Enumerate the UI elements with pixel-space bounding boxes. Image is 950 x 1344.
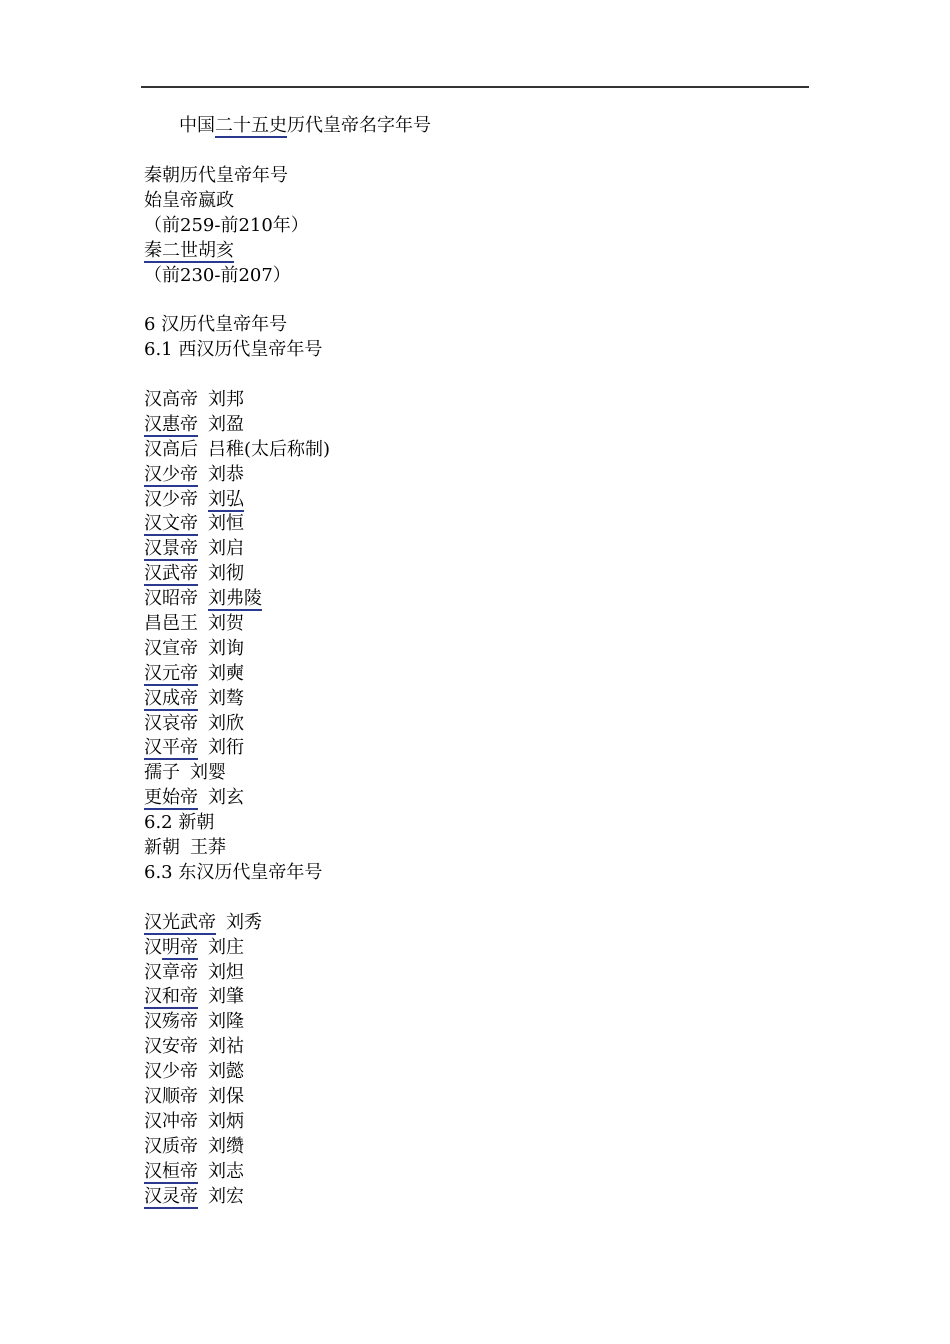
emperor-title-link[interactable]: 汉文帝 — [144, 513, 198, 535]
emperor-title-link[interactable]: 汉和帝 — [144, 986, 198, 1008]
emperor-name: 刘缵 — [208, 1135, 244, 1157]
emperor-title-link[interactable]: 汉少帝 — [144, 463, 198, 485]
emperor-title: 新朝 — [144, 837, 180, 859]
blank-line — [144, 288, 784, 313]
emperor-title: 汉殇帝 — [144, 1011, 198, 1033]
emperor-name: 刘秀 — [226, 911, 262, 933]
emperor-name: 刘邦 — [208, 389, 244, 411]
emperor-row — [144, 1135, 784, 1160]
emperor-row — [144, 562, 784, 587]
emperor-name: 刘庄 — [208, 936, 244, 958]
emperor-row — [144, 413, 784, 438]
emperor-name: 刘骜 — [208, 687, 244, 709]
emperor-title: 汉昭帝 — [144, 588, 198, 610]
emperor-title-link[interactable]: 汉灵帝 — [144, 1185, 198, 1207]
emperor-title: 汉安帝 — [144, 1036, 198, 1058]
emperor-title-link[interactable]: 汉元帝 — [144, 662, 198, 684]
emperor-row — [144, 587, 784, 612]
xin-heading: 6.2 新朝 — [144, 812, 215, 834]
emperor-name: 刘婴 — [190, 762, 226, 784]
emperor-name: 刘隆 — [208, 1011, 244, 1033]
qin-emperor-1-years: （前259-前210年） — [144, 214, 309, 236]
emperor-row — [144, 687, 784, 712]
emperor-row — [144, 761, 784, 786]
emperor-title-link[interactable]: 汉平帝 — [144, 737, 198, 759]
emperor-row — [144, 936, 784, 961]
emperor-row — [144, 512, 784, 537]
emperor-row — [144, 488, 784, 513]
emperor-row — [144, 1060, 784, 1085]
emperor-title: 孺子 — [144, 762, 180, 784]
emperor-title: 汉章帝 — [144, 961, 198, 983]
emperor-name: 刘奭 — [208, 662, 244, 684]
emperor-row — [144, 712, 784, 737]
emperor-name: 刘衎 — [208, 737, 244, 759]
emperor-row — [144, 1160, 784, 1185]
emperor-row — [144, 612, 784, 637]
emperor-name: 刘盈 — [208, 413, 244, 435]
emperor-row — [144, 1110, 784, 1135]
emperor-title: 汉少帝 — [144, 1061, 198, 1083]
qin-emperor-2-link[interactable]: 秦二世胡亥 — [144, 239, 234, 261]
emperor-title-link[interactable]: 明帝 — [162, 936, 198, 958]
emperor-title-link[interactable]: 汉武帝 — [144, 563, 198, 585]
emperor-name: 刘启 — [208, 538, 244, 560]
emperor-row — [144, 388, 784, 413]
emperor-name: 吕稚(太后称制) — [208, 438, 331, 460]
emperor-title-link[interactable]: 汉光武帝 — [144, 911, 216, 933]
emperor-row — [144, 736, 784, 761]
emperor-name-link[interactable]: 刘弘 — [208, 488, 244, 510]
emperor-name: 刘彻 — [208, 563, 244, 585]
document-title — [179, 114, 431, 138]
emperor-title-link[interactable]: 更始帝 — [144, 787, 198, 809]
emperor-title: 汉顺帝 — [144, 1085, 198, 1107]
east-han-list — [144, 911, 784, 1210]
emperor-title: 汉宣帝 — [144, 637, 198, 659]
emperor-row — [144, 836, 784, 861]
emperor-name: 刘志 — [208, 1160, 244, 1182]
emperor-title: 汉少帝 — [144, 488, 198, 510]
emperor-title: 汉哀帝 — [144, 712, 198, 734]
west-han-list — [144, 388, 784, 811]
emperor-row — [144, 985, 784, 1010]
title-link-twenty-five-histories[interactable]: 二十五史 — [215, 115, 287, 136]
emperor-name: 刘玄 — [208, 787, 244, 809]
emperor-title: 昌邑王 — [144, 613, 198, 635]
emperor-title-link[interactable]: 汉桓帝 — [144, 1160, 198, 1182]
emperor-name: 王莽 — [190, 837, 226, 859]
emperor-row — [144, 1010, 784, 1035]
header-rule — [141, 86, 809, 88]
emperor-title-link[interactable]: 汉惠帝 — [144, 413, 198, 435]
emperor-name: 刘恒 — [208, 513, 244, 535]
emperor-name: 刘炳 — [208, 1110, 244, 1132]
emperor-row — [144, 463, 784, 488]
emperor-row — [144, 1185, 784, 1210]
document-body — [144, 164, 784, 1209]
emperor-row — [144, 961, 784, 986]
emperor-name-link[interactable]: 刘弗陵 — [208, 588, 262, 610]
emperor-row — [144, 786, 784, 811]
emperor-name: 刘懿 — [208, 1061, 244, 1083]
emperor-row — [144, 537, 784, 562]
emperor-row — [144, 1085, 784, 1110]
emperor-name: 刘宏 — [208, 1185, 244, 1207]
emperor-row — [144, 438, 784, 463]
emperor-name: 刘肇 — [208, 986, 244, 1008]
emperor-row — [144, 662, 784, 687]
emperor-row — [144, 637, 784, 662]
emperor-name: 刘询 — [208, 637, 244, 659]
blank-line — [144, 363, 784, 388]
qin-emperor-2-years: （前230-前207） — [144, 264, 291, 286]
emperor-name: 刘恭 — [208, 463, 244, 485]
east-han-heading: 6.3 东汉历代皇帝年号 — [144, 861, 323, 883]
west-han-heading: 6.1 西汉历代皇帝年号 — [144, 339, 323, 361]
emperor-title-prefix: 汉 — [144, 936, 162, 958]
qin-emperor-1-name: 始皇帝嬴政 — [144, 189, 234, 211]
emperor-name: 刘贺 — [208, 613, 244, 635]
emperor-title-link[interactable]: 汉景帝 — [144, 538, 198, 560]
qin-emperor-2-row — [144, 239, 784, 264]
emperor-title: 汉高后 — [144, 438, 198, 460]
emperor-title-link[interactable]: 汉成帝 — [144, 687, 198, 709]
blank-line — [144, 886, 784, 911]
emperor-name: 刘保 — [208, 1085, 244, 1107]
emperor-name: 刘炟 — [208, 961, 244, 983]
emperor-row — [144, 911, 784, 936]
emperor-row — [144, 1035, 784, 1060]
qin-heading: 秦朝历代皇帝年号 — [144, 165, 288, 186]
title-prefix: 中国 — [179, 115, 215, 136]
title-suffix: 历代皇帝名字年号 — [287, 115, 431, 136]
emperor-name: 刘欣 — [208, 712, 244, 734]
han-heading: 6 汉历代皇帝年号 — [144, 314, 288, 336]
emperor-name: 刘祜 — [208, 1036, 244, 1058]
emperor-title: 汉质帝 — [144, 1135, 198, 1157]
emperor-title: 汉高帝 — [144, 389, 198, 411]
emperor-title: 汉冲帝 — [144, 1110, 198, 1132]
